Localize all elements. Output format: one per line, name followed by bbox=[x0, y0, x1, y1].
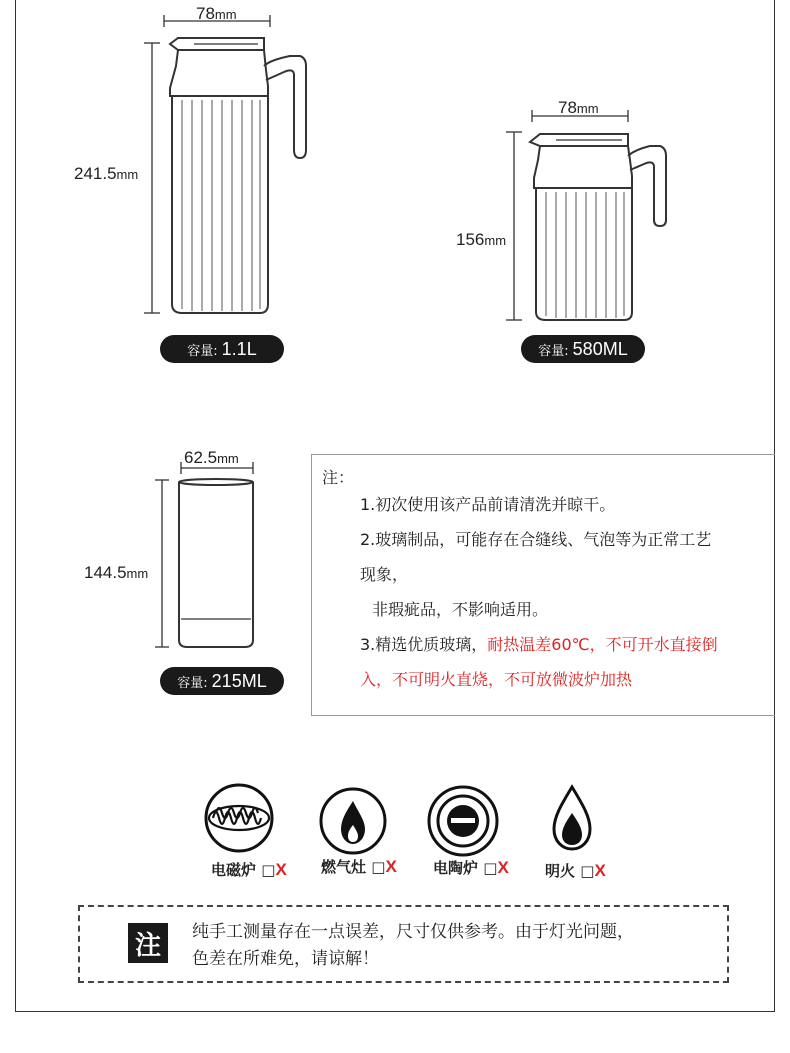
cup-drawing bbox=[145, 450, 265, 660]
heat-source-label-induction: 电磁炉 □X bbox=[211, 860, 287, 879]
jug-small-drawing bbox=[500, 90, 690, 330]
width-label-cup: 62.5mm bbox=[184, 448, 239, 467]
capacity-badge-cup: 容量: 215ML bbox=[160, 667, 284, 695]
disclaimer-tag: 注 bbox=[128, 923, 168, 963]
height-label-small: 156mm bbox=[456, 230, 507, 249]
note-line-2: 2.玻璃制品，可能存在合缝线、气泡等为正常工艺 bbox=[360, 530, 712, 549]
note-line-6: 入，不可明火直烧，不可放微波炉加热 bbox=[360, 670, 633, 689]
heat-source-label-open-flame: 明火 □X bbox=[545, 861, 606, 880]
notes-header: 注： bbox=[322, 468, 355, 487]
height-label-cup: 144.5mm bbox=[84, 563, 149, 582]
open-flame-icon bbox=[545, 783, 605, 863]
capacity-badge-small: 容量: 580ML bbox=[521, 335, 645, 363]
disclaimer-text: 纯手工测量存在一点误差，尺寸仅供参考。由于灯光问题， 色差在所难免，请谅解！ bbox=[192, 922, 634, 969]
induction-cooker-icon bbox=[200, 780, 280, 860]
width-label-large: 78mm bbox=[196, 4, 237, 23]
note-line-4: 非瑕疵品，不影响适用。 bbox=[372, 600, 549, 619]
note-line-1: 1.初次使用该产品前请清洗并晾干。 bbox=[360, 495, 616, 514]
usage-notes bbox=[311, 454, 775, 716]
disclaimer-box bbox=[78, 905, 729, 983]
heat-source-label-gas: 燃气灶 □X bbox=[321, 857, 397, 876]
ceramic-stove-icon bbox=[425, 783, 505, 863]
height-label-large: 241.5mm bbox=[74, 164, 139, 183]
note-line-5: 3.精选优质玻璃，耐热温差60℃，不可开水直接倒 bbox=[360, 635, 718, 654]
width-label-small: 78mm bbox=[558, 98, 599, 117]
capacity-badge-large: 容量: 1.1L bbox=[160, 335, 284, 363]
gas-flame-icon bbox=[315, 785, 395, 865]
heat-source-label-ceramic: 电陶炉 □X bbox=[433, 858, 509, 877]
jug-large-drawing bbox=[130, 0, 330, 330]
note-line-3: 现象， bbox=[360, 565, 409, 584]
